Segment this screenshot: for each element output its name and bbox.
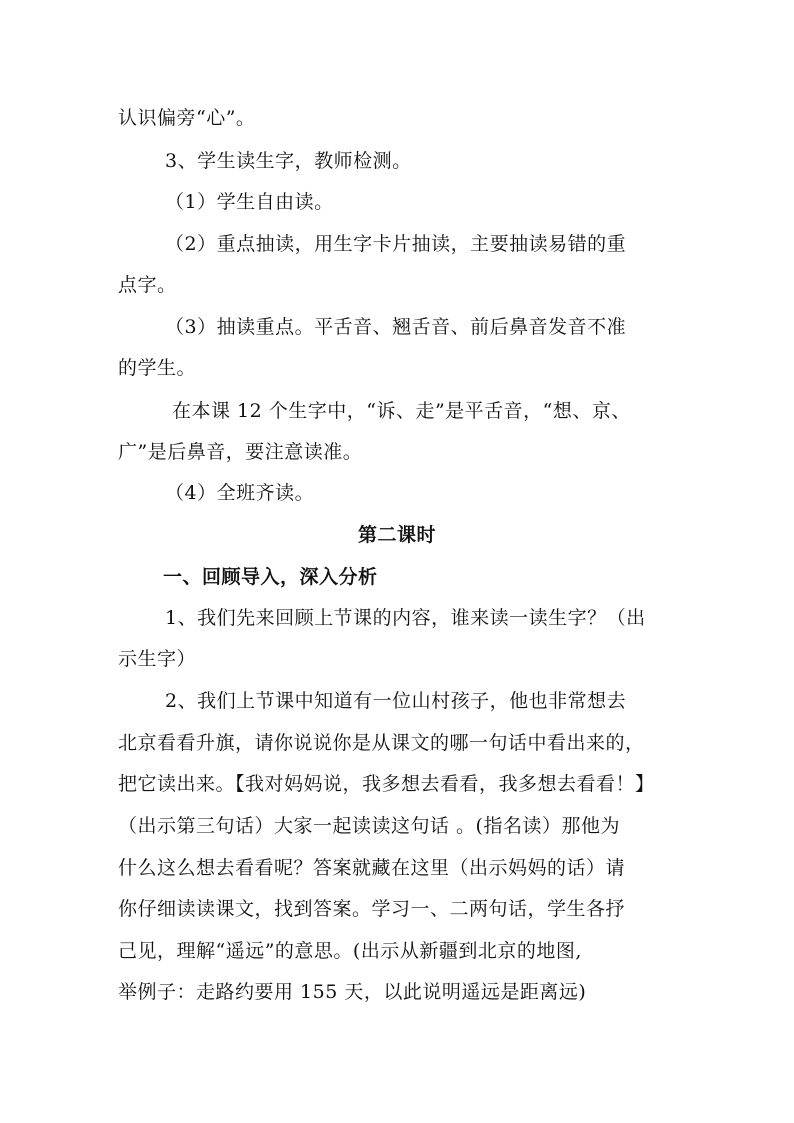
text-line-5: 点字。 — [118, 274, 177, 296]
text-line-19: 什么这么想去看看呢？答案就藏在这里（出示妈妈的话）请 — [118, 857, 626, 879]
text-line-20: 你仔细读读课文，找到答案。学习一、二两句话，学生各抒 — [118, 898, 626, 920]
text-line-8: 在本课 12 个生字中，“诉、走”是平舌音，“想、京、 — [172, 400, 631, 422]
text-line-21: 己见，理解“遥远”的意思。(出示从新疆到北京的地图, — [118, 940, 582, 962]
text-line-1: 认识偏旁“心”。 — [118, 107, 256, 129]
text-line-6: （3）抽读重点。平舌音、翘舌音、前后鼻音发音不准 — [165, 316, 627, 338]
text-line-13: 1、我们先来回顾上节课的内容，谁来读一读生字？（出 — [165, 607, 646, 629]
text-line-2: 3、学生读生字，教师检测。 — [165, 150, 412, 172]
section-heading: 一、回顾导入，深入分析 — [163, 566, 378, 588]
text-line-10: （4）全班齐读。 — [165, 482, 315, 504]
text-line-7: 的学生。 — [118, 357, 197, 379]
text-line-3: （1）学生自由读。 — [165, 191, 334, 213]
text-line-9: 广”是后鼻音，要注意读准。 — [118, 441, 363, 463]
text-line-16: 北京看看升旗，请你说说你是从课文的哪一句话中看出来的， — [118, 732, 645, 754]
text-line-17: 把它读出来。【我对妈妈说，我多想去看看，我多想去看看！】 — [118, 773, 655, 795]
text-line-4: （2）重点抽读，用生字卡片抽读，主要抽读易错的重 — [165, 233, 627, 255]
text-line-14: 示生字） — [118, 648, 197, 670]
section-title: 第二课时 — [358, 524, 437, 546]
text-line-15: 2、我们上节课中知道有一位山村孩子，他也非常想去 — [165, 690, 627, 712]
text-line-18: （出示第三句话）大家一起读读这句话 。(指名读）那他为 — [118, 815, 620, 837]
text-line-22: 举例子：走路约要用 155 天，以此说明遥远是距离远) — [118, 981, 587, 1003]
